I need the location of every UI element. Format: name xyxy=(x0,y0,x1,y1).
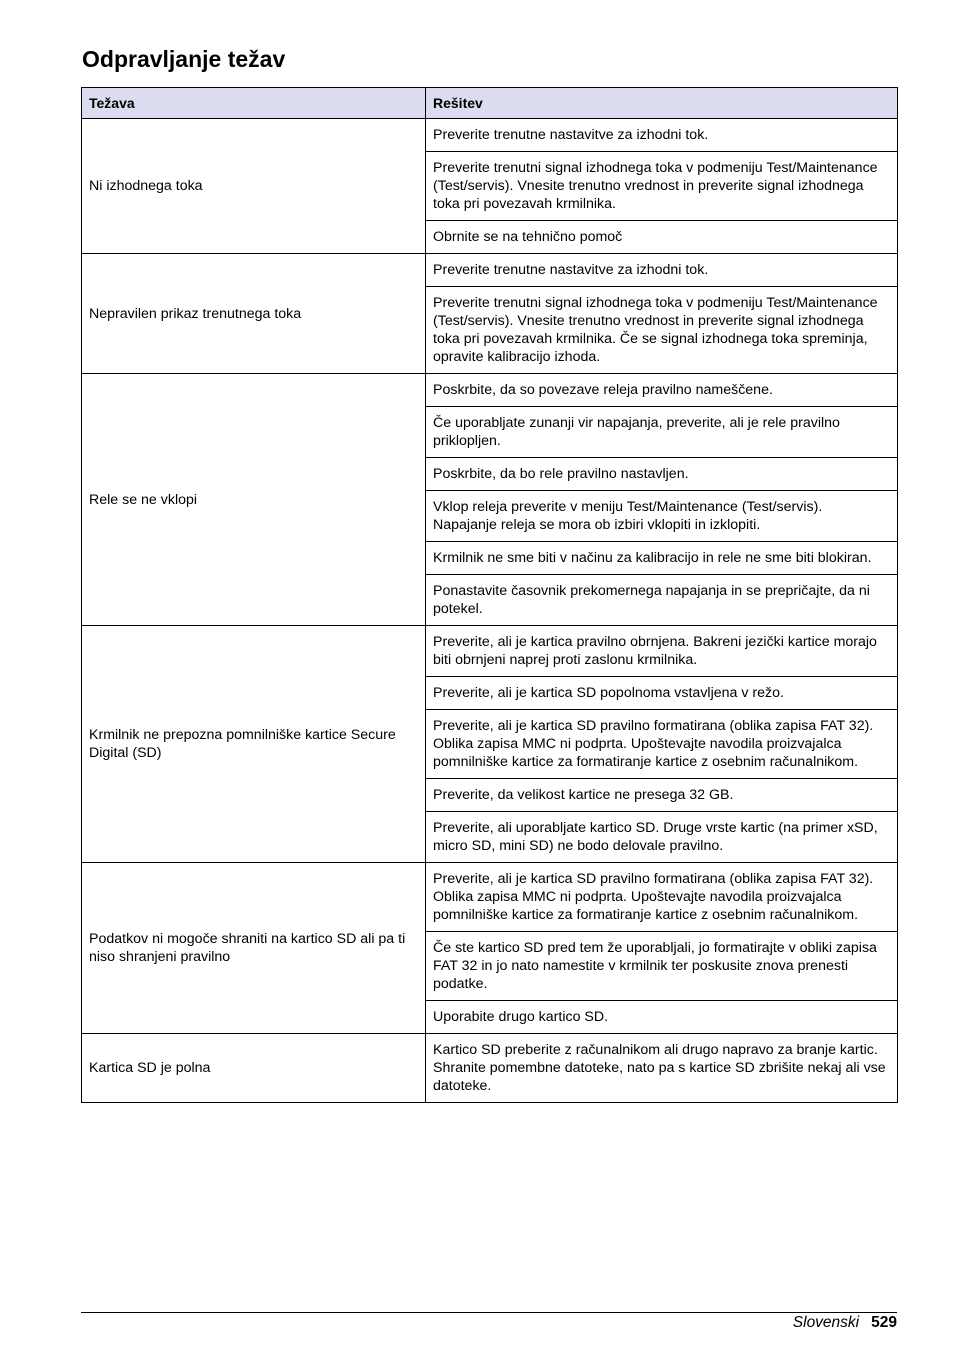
table-row xyxy=(82,1034,898,1103)
problem-cell: Nepravilen prikaz trenutnega toka xyxy=(82,254,426,374)
solution-cell: Krmilnik ne sme biti v načinu za kalibracijo in rele ne sme biti blokiran. xyxy=(426,542,898,575)
page-number: 529 xyxy=(871,1314,897,1331)
page-title: Odpravljanje težav xyxy=(82,46,286,72)
solution-cell: Preverite, ali je kartica SD pravilno formatirana (oblika zapisa FAT 32). Oblika zapisa MMC ni podprta. Upoštevajte navodila proizvajalca pomnilniške kartice za formatiranje kartice z osebnim računalnikom. xyxy=(426,710,898,779)
solution-cell: Preverite trenutni signal izhodnega toka v podmeniju Test/Maintenance (Test/servis). Vnesite trenutno vrednost in preverite signal izhodnega toka pri povezavah krmilnika. Če se signal izhodnega toka spreminja, opravite kalibracijo izhoda. xyxy=(426,287,898,374)
footer-divider xyxy=(81,1312,897,1313)
solution-cell: Preverite trenutni signal izhodnega toka v podmeniju Test/Maintenance (Test/servis). Vnesite trenutno vrednost in preverite signal izhodnega toka pri povezavah krmilnika. xyxy=(426,152,898,221)
solution-cell: Preverite, ali je kartica SD pravilno formatirana (oblika zapisa FAT 32). Oblika zapisa MMC ni podprta. Upoštevajte navodila proizvajalca pomnilniške kartice za formatiranje kartice z osebnim računalnikom. xyxy=(426,863,898,932)
solution-cell: Ponastavite časovnik prekomernega napajanja in se prepričajte, da ni potekel. xyxy=(426,575,898,626)
footer-language: Slovenski xyxy=(792,1314,860,1331)
solution-cell: Uporabite drugo kartico SD. xyxy=(426,1001,898,1034)
page-footer xyxy=(793,1313,897,1333)
table-body xyxy=(82,119,898,1103)
solution-cell: Preverite trenutne nastavitve za izhodni tok. xyxy=(426,254,898,287)
problem-cell: Krmilnik ne prepozna pomnilniške kartice Secure Digital (SD) xyxy=(82,626,426,863)
solution-cell: Če uporabljate zunanji vir napajanja, preverite, ali je rele pravilno priklopljen. xyxy=(426,407,898,458)
solution-cell: Poskrbite, da so povezave releja pravilno nameščene. xyxy=(426,374,898,407)
problem-cell: Ni izhodnega toka xyxy=(82,119,426,254)
solution-cell: Vklop releja preverite v meniju Test/Maintenance (Test/servis). Napajanje releja se mora ob izbiri vklopiti in izklopiti. xyxy=(426,491,898,542)
table-row xyxy=(82,119,898,152)
problem-cell: Rele se ne vklopi xyxy=(82,374,426,626)
table-row xyxy=(82,863,898,932)
solution-cell: Preverite trenutne nastavitve za izhodni tok. xyxy=(426,119,898,152)
column-header-solution: Rešitev xyxy=(426,88,898,119)
column-header-problem: Težava xyxy=(82,88,426,119)
table-row xyxy=(82,254,898,287)
problem-cell: Podatkov ni mogoče shraniti na kartico SD ali pa ti niso shranjeni pravilno xyxy=(82,863,426,1034)
table-row xyxy=(82,374,898,407)
solution-cell: Preverite, ali je kartica pravilno obrnjena. Bakreni jezički kartice morajo biti obrnjeni naprej proti zaslonu krmilnika. xyxy=(426,626,898,677)
table-row xyxy=(82,626,898,677)
solution-cell: Poskrbite, da bo rele pravilno nastavljen. xyxy=(426,458,898,491)
solution-cell: Preverite, da velikost kartice ne presega 32 GB. xyxy=(426,779,898,812)
troubleshooting-table xyxy=(81,87,898,1103)
solution-cell: Preverite, ali je kartica SD popolnoma vstavljena v režo. xyxy=(426,677,898,710)
problem-cell: Kartica SD je polna xyxy=(82,1034,426,1103)
solution-cell: Obrnite se na tehnično pomoč xyxy=(426,221,898,254)
solution-cell: Preverite, ali uporabljate kartico SD. Druge vrste kartic (na primer xSD, micro SD, mini SD) ne bodo delovale pravilno. xyxy=(426,812,898,863)
solution-cell: Kartico SD preberite z računalnikom ali drugo napravo za branje kartic. Shranite pomembne datoteke, nato pa s kartice SD zbrišite nekaj ali vse datoteke. xyxy=(426,1034,898,1103)
table-header-row xyxy=(82,88,898,119)
solution-cell: Če ste kartico SD pred tem že uporabljali, jo formatirajte v obliki zapisa FAT 32 in jo nato namestite v krmilnik ter poskusite znova prenesti podatke. xyxy=(426,932,898,1001)
